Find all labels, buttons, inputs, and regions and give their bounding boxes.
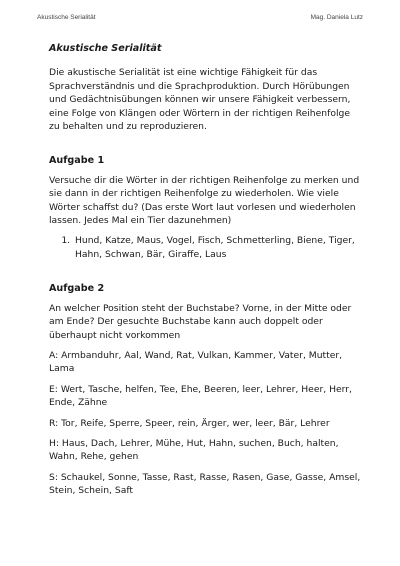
document-body — [49, 42, 363, 505]
task-2-heading: Aufgabe 2 — [49, 283, 105, 295]
intro-paragraph: Die akustische Serialität ist eine wichtige Fähigkeit für das Sprachverständnis und die Sprachproduktion. Durch Hörübungen und Gedächtnisübungen können wir unsere Fähigkeit verbessern, eine Folge von Klängen oder Wörtern in der richtigen Reihenfolge zu behalten und zu reproduzieren. — [49, 67, 351, 133]
task-1-word-list-item: 1. Hund, Katze, Maus, Vogel, Fisch, Schmetterling, Biene, Tiger, Hahn, Schwan, Bär, Giraffe, Laus — [73, 234, 363, 261]
task-2-section — [49, 282, 363, 497]
task-2-instructions: An welcher Position steht der Buchstabe? Vorne, in der Mitte oder am Ende? Der gesuchte Buchstabe kann auch doppelt oder überhaupt nicht vorkommen — [49, 302, 352, 341]
header-left-text: Akustische Serialität — [37, 14, 96, 21]
task-1-word-list — [49, 234, 363, 261]
header-author: Mag. Daniela Lutz — [310, 14, 363, 21]
task-1-instructions: Versuche dir die Wörter in der richtigen Reihenfolge zu merken und sie dann in der richtigen Reihenfolge zu wiederholen. Wie viele Wörter schaffst du? (Das erste Wort laut vorlesen und wiederholen lassen. Jedes Mal ein Tier dazunehmen) — [49, 174, 360, 227]
letter-h-line: H: Haus, Dach, Lehrer, Mühe, Hut, Hahn, suchen, Buch, halten, Wahn, Rehe, gehen — [49, 437, 339, 463]
letter-a-line: A: Armbanduhr, Aal, Wand, Rat, Vulkan, Kammer, Vater, Mutter, Lama — [49, 349, 343, 375]
task-1-heading: Aufgabe 1 — [49, 155, 105, 167]
document-title: Akustische Serialität — [49, 43, 162, 54]
task-1-section — [49, 154, 363, 261]
letter-r-line: R: Tor, Reife, Sperre, Speer, rein, Ärger, wer, leer, Bär, Lehrer — [49, 417, 330, 429]
page-header — [37, 14, 363, 21]
letter-e-line: E: Wert, Tasche, helfen, Tee, Ehe, Beeren, leer, Lehrer, Heer, Herr, Ende, Zähne — [49, 383, 352, 409]
letter-s-line: S: Schaukel, Sonne, Tasse, Rast, Rasse, Rasen, Gase, Gasse, Amsel, Stein, Schein, Saft — [49, 471, 361, 497]
